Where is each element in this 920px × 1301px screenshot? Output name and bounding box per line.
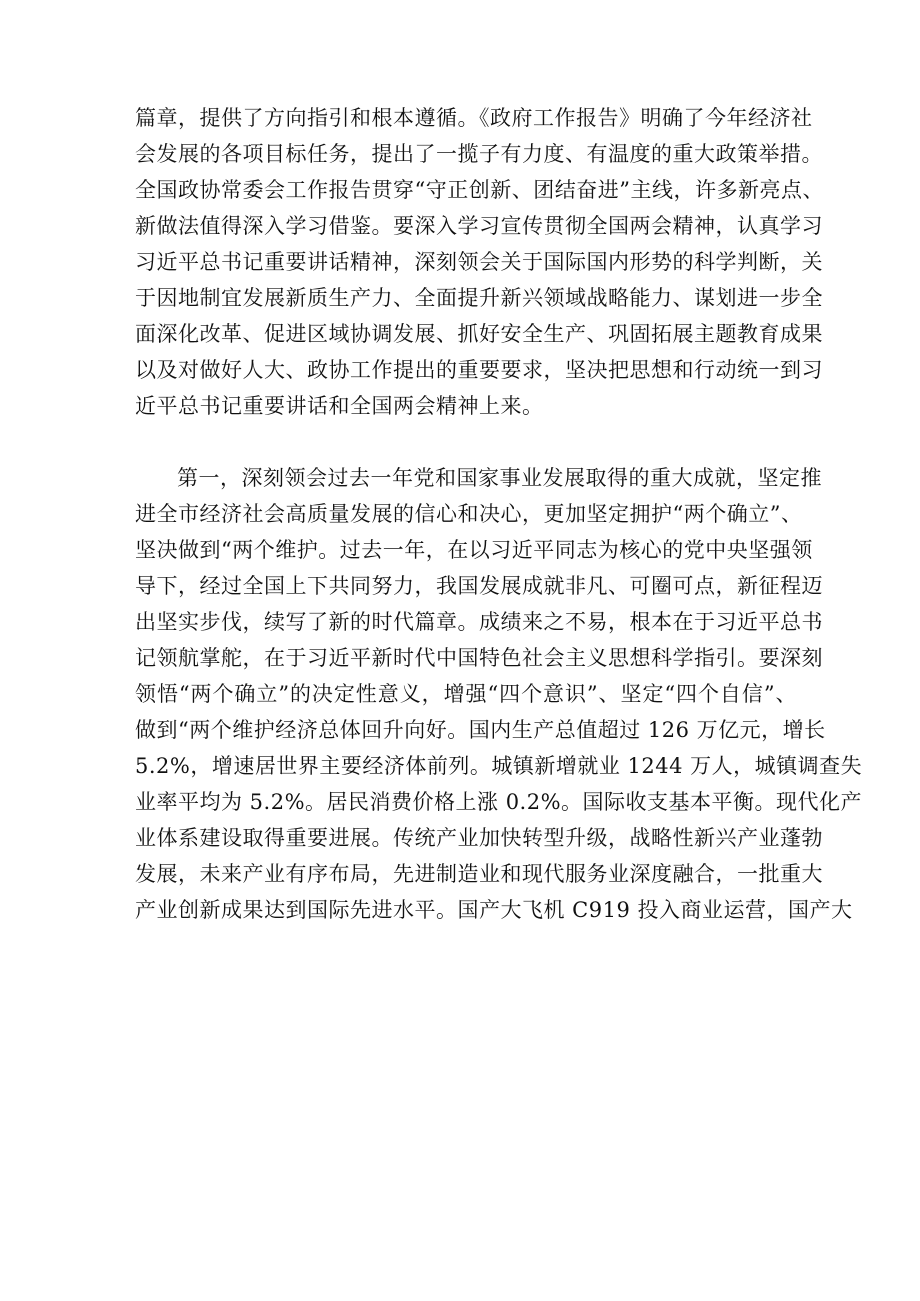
text-line: 坚决做到“两个维护。过去一年，在以习近平同志为核心的党中央坚强领	[135, 538, 813, 562]
text-line: 产业创新成果达到国际先进水平。国产大飞机 C919 投入商业运营，国产大	[135, 898, 853, 922]
text-line: 会发展的各项目标任务，提出了一揽子有力度、有温度的重大政策举措。	[135, 142, 823, 166]
text-line: 5.2%，增速居世界主要经济体前列。城镇新增就业 1244 万人，城镇调查失	[135, 754, 863, 778]
text-line: 以及对做好人大、政协工作提出的重要要求，坚决把思想和行动统一到习	[135, 358, 823, 382]
text-line: 面深化改革、促进区域协调发展、抓好安全生产、巩固拓展主题教育成果	[135, 322, 823, 346]
text-line: 习近平总书记重要讲话精神，深刻领会关于国际国内形势的科学判断，关	[135, 250, 823, 274]
document-page	[135, 100, 863, 928]
text-line: 导下，经过全国上下共同努力，我国发展成就非凡、可圈可点，新征程迈	[135, 574, 823, 598]
text-line: 于因地制宜发展新质生产力、全面提升新兴领域战略能力、谋划进一步全	[135, 286, 823, 310]
text-line: 业率平均为 5.2%。居民消费价格上涨 0.2%。国际收支基本平衡。现代化产	[135, 790, 863, 814]
text-line: 记领航掌舵，在于习近平新时代中国特色社会主义思想科学指引。要深刻	[135, 646, 823, 670]
text-line: 全国政协常委会工作报告贯穿“守正创新、团结奋进”主线，许多新亮点、	[135, 178, 824, 202]
text-line: 近平总书记重要讲话和全国两会精神上来。	[135, 394, 544, 418]
text-line: 领悟“两个确立”的决定性意义，增强“四个意识”、坚定“四个自信”、	[135, 682, 797, 706]
paragraph-2	[135, 460, 863, 928]
text-line: 第一，深刻领会过去一年党和国家事业发展取得的重大成就，坚定推	[177, 466, 822, 490]
paragraph-1	[135, 100, 824, 424]
text-line: 新做法值得深入学习借鉴。要深入学习宣传贯彻全国两会精神，认真学习	[135, 214, 823, 238]
text-line: 篇章，提供了方向指引和根本遵循。《政府工作报告》明确了今年经济社	[135, 106, 813, 130]
text-line: 做到“两个维护经济总体回升向好。国内生产总值超过 126 万亿元，增长	[135, 718, 826, 742]
text-line: 发展，未来产业有序布局，先进制造业和现代服务业深度融合，一批重大	[135, 862, 823, 886]
text-line: 进全市经济社会高质量发展的信心和决心，更加坚定拥护“两个确立”、	[135, 502, 803, 526]
text-line: 出坚实步伐，续写了新的时代篇章。成绩来之不易，根本在于习近平总书	[135, 610, 823, 634]
text-line: 业体系建设取得重要进展。传统产业加快转型升级，战略性新兴产业蓬勃	[135, 826, 823, 850]
